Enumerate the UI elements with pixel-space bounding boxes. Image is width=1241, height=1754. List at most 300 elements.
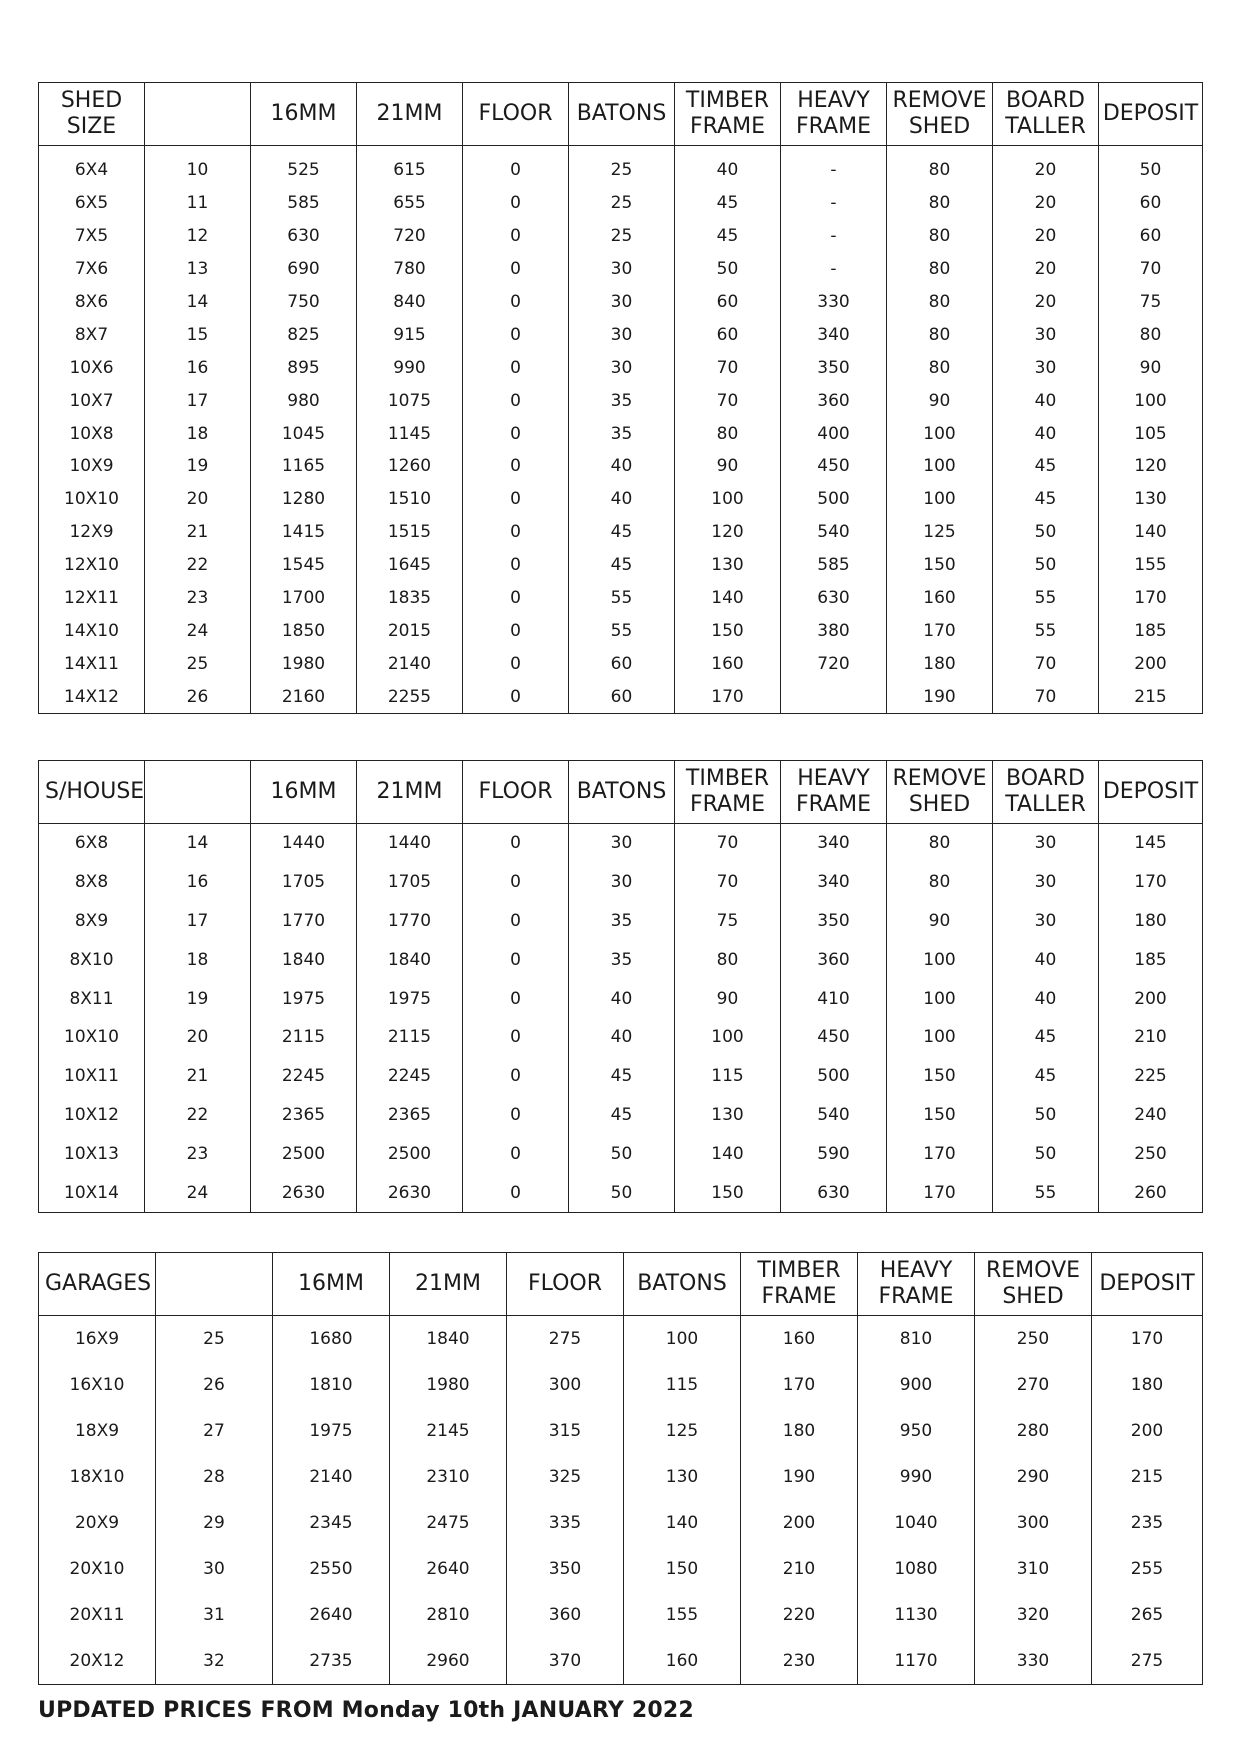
table-cell: 1045 [251,417,357,450]
garages-header-cell: DEPOSIT [1092,1253,1203,1316]
table-cell: 1975 [357,979,463,1018]
updated-prices-note: UPDATED PRICES FROM Monday 10th JANUARY 2022 [38,1698,694,1723]
table-cell: 24 [145,614,251,647]
table-cell: 12 [145,220,251,253]
table-cell: 45 [993,1057,1099,1096]
table-cell: 170 [1134,872,1167,893]
table-cell: 1705 [357,863,463,902]
summerhouses-body [39,824,1203,1213]
summerhouses-header-cell: BATONS [569,761,675,824]
table-cell: 915 [357,318,463,351]
table-cell: 0 [463,1018,569,1057]
table-cell: 0 [463,146,569,187]
table-cell: 615 [357,146,463,187]
table-cell: 0 [463,253,569,286]
table-cell: 30 [569,286,675,319]
table-cell: 60 [675,286,781,319]
table-cell: 35 [569,384,675,417]
table-cell: 150 [887,1057,993,1096]
table-cell: 35 [569,417,675,450]
table-cell: 30 [569,863,675,902]
table-row [39,351,1203,384]
table-cell: 26 [145,680,251,713]
garages-header-cell: HEAVY FRAME [858,1253,975,1316]
table-cell: 45 [993,483,1099,516]
table-row [39,1362,1203,1408]
table-cell: 20 [145,483,251,516]
table-cell: 11 [145,187,251,220]
table-row [39,187,1203,220]
table-cell: 60 [569,647,675,680]
table-cell: 0 [463,824,569,863]
table-cell: 630 [781,1173,887,1212]
sheds-header-cell [145,83,251,146]
table-cell: 0 [463,1057,569,1096]
table-row [39,614,1203,647]
table-cell: 25 [569,220,675,253]
table-cell: 0 [463,549,569,582]
table-cell: 0 [463,979,569,1018]
table-cell: 0 [463,187,569,220]
table-cell: 55 [993,614,1099,647]
table-row [39,1057,1203,1096]
table-cell: 100 [887,450,993,483]
table-cell: 1510 [357,483,463,516]
table-cell: 14X11 [39,647,145,680]
garages-header-cell: 16MM [273,1253,390,1316]
summerhouses-header-cell: BOARD TALLER [993,761,1099,824]
table-cell: 1810 [273,1362,390,1408]
summerhouses-header-cell: 21MM [357,761,463,824]
table-cell: 28 [156,1454,273,1500]
table-cell: 990 [858,1454,975,1500]
table-cell: 2160 [251,680,357,713]
table-cell: 1145 [357,417,463,450]
table-cell: 16X10 [39,1362,156,1408]
table-cell: 340 [781,863,887,902]
table-cell: 80 [887,146,993,187]
table-row [39,146,1203,187]
table-cell: 990 [357,351,463,384]
table-cell: 60 [569,680,675,713]
summerhouses-header-cell: 16MM [251,761,357,824]
table-cell: 380 [781,614,887,647]
table-cell: 500 [781,1057,887,1096]
table-cell: 980 [251,384,357,417]
table-cell: 30 [569,253,675,286]
table-cell: 895 [251,351,357,384]
table-cell: 80 [1139,324,1162,345]
table-cell: 50 [1139,160,1162,181]
table-cell: 130 [624,1454,741,1500]
table-cell: 290 [975,1454,1092,1500]
table-cell: 0 [463,351,569,384]
table-cell: 525 [251,146,357,187]
table-row [39,1316,1203,1363]
table-cell: 240 [1134,1104,1167,1125]
table-cell: 410 [781,979,887,1018]
table-cell: 6X5 [39,187,145,220]
table-row [39,286,1203,319]
garages-body [39,1316,1203,1685]
table-cell: 2640 [390,1546,507,1592]
table-cell: 0 [463,863,569,902]
table-cell: 26 [156,1362,273,1408]
table-cell: 50 [993,516,1099,549]
table-cell: 210 [741,1546,858,1592]
table-cell: 40 [569,483,675,516]
table-cell: 100 [624,1316,741,1363]
table-cell: 0 [463,1134,569,1173]
table-cell: 2550 [273,1546,390,1592]
table-cell: 270 [975,1362,1092,1408]
table-cell: 35 [569,940,675,979]
table-cell: 2960 [390,1638,507,1685]
table-cell: 20X12 [39,1638,156,1685]
table-cell: 0 [463,220,569,253]
table-cell: 2365 [251,1096,357,1135]
table-cell: 1705 [251,863,357,902]
table-cell: 130 [675,549,781,582]
table-cell: 75 [675,902,781,941]
table-cell: 40 [569,450,675,483]
table-cell: 10X14 [39,1173,145,1212]
sheds-header-cell: 16MM [251,83,357,146]
table-cell: 130 [1134,489,1167,510]
table-cell: 70 [675,384,781,417]
table-cell: 540 [781,516,887,549]
table-cell: 220 [741,1592,858,1638]
table-cell: 45 [993,450,1099,483]
table-cell: 20 [993,146,1099,187]
table-cell: 10 [145,146,251,187]
summerhouses-header-cell: HEAVY FRAME [781,761,887,824]
table-cell: 1975 [273,1408,390,1454]
table-cell: 1980 [251,647,357,680]
table-row [39,1454,1203,1500]
table-cell: 25 [569,146,675,187]
table-cell: 170 [1134,588,1167,609]
table-cell: 75 [1139,292,1162,312]
table-cell: 0 [463,647,569,680]
garages-header-cell [156,1253,273,1316]
table-cell: 10X6 [39,351,145,384]
table-cell: 40 [993,979,1099,1018]
table-cell: 10X11 [39,1057,145,1096]
summerhouses-header-cell: TIMBER FRAME [675,761,781,824]
table-row [39,979,1203,1018]
table-row [39,417,1203,450]
table-cell: 80 [887,863,993,902]
table-cell: 120 [1134,456,1167,477]
table-cell: 585 [251,187,357,220]
table-row [39,902,1203,941]
table-cell: 125 [624,1408,741,1454]
table-cell: 8X7 [39,318,145,351]
table-cell: 100 [675,483,781,516]
table-cell: 30 [569,351,675,384]
garages-header-cell: 21MM [390,1253,507,1316]
table-cell: 200 [741,1500,858,1546]
table-cell: 80 [887,286,993,319]
table-cell: 1280 [251,483,357,516]
table-cell: 90 [675,979,781,1018]
table-cell: 30 [569,824,675,863]
table-cell: 2245 [357,1057,463,1096]
table-cell: 825 [251,318,357,351]
table-cell: 16X9 [39,1316,156,1363]
table-cell: 250 [975,1316,1092,1363]
table-cell: 50 [993,1134,1099,1173]
table-cell: 0 [463,516,569,549]
table-cell: 160 [887,582,993,615]
table-cell: 25 [156,1316,273,1363]
table-cell: 1840 [357,940,463,979]
table-cell: 0 [463,1173,569,1212]
table-cell: 1835 [357,582,463,615]
table-cell: 330 [781,286,887,319]
table-row [39,1018,1203,1057]
table-cell: 2015 [357,614,463,647]
table-cell: 14X10 [39,614,145,647]
table-cell: 100 [887,1018,993,1057]
table-row [39,220,1203,253]
table-cell: 31 [156,1592,273,1638]
table-cell: 160 [675,647,781,680]
table-cell: 2365 [357,1096,463,1135]
table-cell: 12X11 [39,582,145,615]
table-cell: 90 [675,450,781,483]
table-cell [781,680,887,713]
table-cell: 19 [145,450,251,483]
table-cell: 180 [741,1408,858,1454]
table-row [39,1638,1203,1685]
table-cell: 80 [887,253,993,286]
table-cell: 10X8 [39,417,145,450]
table-cell: 2255 [357,680,463,713]
table-row [39,253,1203,286]
garages-price-table [38,1252,1203,1685]
table-cell: 70 [675,863,781,902]
table-cell: 150 [675,1173,781,1212]
summerhouses-price-table [38,760,1203,1213]
garages-header-cell: GARAGES [39,1253,156,1316]
table-cell: 500 [781,483,887,516]
sheds-header-cell: 21MM [357,83,463,146]
table-cell: 30 [993,863,1099,902]
table-cell: 40 [993,940,1099,979]
table-cell: 20X11 [39,1592,156,1638]
table-cell: 115 [675,1057,781,1096]
table-cell: 0 [463,384,569,417]
table-row [39,516,1203,549]
table-cell: - [781,187,887,220]
table-cell: 280 [975,1408,1092,1454]
table-cell: 1645 [357,549,463,582]
table-cell: 40 [569,979,675,1018]
table-cell: 45 [675,187,781,220]
table-cell: 55 [569,582,675,615]
table-cell: 24 [145,1173,251,1212]
table-cell: 15 [145,318,251,351]
table-cell: 350 [507,1546,624,1592]
table-cell: 2345 [273,1500,390,1546]
summerhouses-header-cell: S/HOUSE [39,761,145,824]
table-cell: 1840 [251,940,357,979]
table-cell: 235 [1130,1513,1164,1533]
table-cell: 10X9 [39,450,145,483]
table-cell: 20 [993,286,1099,319]
table-row [39,582,1203,615]
table-cell: 335 [507,1500,624,1546]
table-cell: 30 [993,824,1099,863]
table-cell: 32 [156,1638,273,1685]
table-cell: 90 [887,902,993,941]
table-cell: 2500 [251,1134,357,1173]
table-cell: 1075 [357,384,463,417]
table-cell: 210 [1134,1027,1167,1048]
table-cell: 16 [145,351,251,384]
table-cell: 2140 [273,1454,390,1500]
table-cell: 1170 [858,1638,975,1685]
table-cell: 70 [675,351,781,384]
table-cell: 100 [887,417,993,450]
table-cell: 0 [463,940,569,979]
table-cell: 8X10 [39,940,145,979]
table-cell: - [781,220,887,253]
table-cell: 2630 [251,1173,357,1212]
table-cell: 360 [781,940,887,979]
table-cell: 150 [887,549,993,582]
table-cell: 1040 [858,1500,975,1546]
table-cell: 690 [251,253,357,286]
table-cell: 22 [145,1096,251,1135]
table-cell: 1130 [858,1592,975,1638]
table-cell: 320 [975,1592,1092,1638]
table-cell: 150 [624,1546,741,1592]
table-cell: 230 [741,1638,858,1685]
table-cell: 14X12 [39,680,145,713]
table-cell: 10X12 [39,1096,145,1135]
table-cell: 2245 [251,1057,357,1096]
table-cell: 45 [569,549,675,582]
table-cell: 200 [1134,653,1167,674]
table-cell: 60 [1139,226,1162,247]
table-cell: 100 [887,979,993,1018]
table-cell: 50 [569,1134,675,1173]
table-cell: 80 [887,318,993,351]
table-cell: 8X8 [39,863,145,902]
table-cell: 2145 [390,1408,507,1454]
table-cell: - [781,253,887,286]
table-cell: 1515 [357,516,463,549]
table-cell: 780 [357,253,463,286]
table-cell: 1980 [390,1362,507,1408]
table-cell: 6X4 [39,146,145,187]
table-cell: 60 [675,318,781,351]
table-cell: 23 [145,1134,251,1173]
table-cell: 340 [781,318,887,351]
sheds-header-cell: REMOVE SHED [887,83,993,146]
table-cell: 0 [463,318,569,351]
table-cell: 6X8 [39,824,145,863]
table-cell: 255 [1130,1559,1164,1579]
table-cell: 360 [781,384,887,417]
table-cell: 20 [145,1018,251,1057]
table-cell: 70 [675,824,781,863]
table-cell: 2115 [251,1018,357,1057]
table-cell: 2115 [357,1018,463,1057]
table-cell: 21 [145,1057,251,1096]
table-cell: 100 [887,483,993,516]
table-cell: 60 [1139,193,1162,214]
table-cell: 185 [1134,949,1167,970]
table-cell: 12X10 [39,549,145,582]
table-row [39,450,1203,483]
table-cell: 225 [1134,1066,1167,1087]
table-cell: 70 [993,680,1099,713]
table-row [39,863,1203,902]
table-cell: 10X10 [39,483,145,516]
garages-header-cell: FLOOR [507,1253,624,1316]
table-cell: 1770 [357,902,463,941]
table-cell: 215 [1130,1467,1164,1487]
garages-header-cell: REMOVE SHED [975,1253,1092,1316]
table-cell: 8X9 [39,902,145,941]
table-cell: 450 [781,450,887,483]
table-cell: 360 [507,1592,624,1638]
table-cell: 310 [975,1546,1092,1592]
table-cell: 20 [993,220,1099,253]
table-row [39,680,1203,713]
table-cell: 80 [887,351,993,384]
table-cell: 350 [781,351,887,384]
table-cell: 25 [145,647,251,680]
table-cell: 180 [1134,910,1167,931]
table-cell: 14 [145,286,251,319]
table-cell: 30 [569,318,675,351]
table-cell: 720 [781,647,887,680]
table-cell: 720 [357,220,463,253]
table-cell: 145 [1134,833,1167,854]
table-cell: 630 [781,582,887,615]
table-cell: 45 [569,1057,675,1096]
table-cell: 1770 [251,902,357,941]
table-cell: 155 [1134,555,1167,576]
table-cell: 370 [507,1638,624,1685]
sheds-body [39,146,1203,714]
table-cell: 1975 [251,979,357,1018]
table-cell: 170 [741,1362,858,1408]
table-cell: 750 [251,286,357,319]
table-cell: 0 [463,1096,569,1135]
table-cell: 265 [1130,1605,1164,1625]
table-cell: 590 [781,1134,887,1173]
sheds-header-cell: HEAVY FRAME [781,83,887,146]
table-cell: 21 [145,516,251,549]
table-row [39,1408,1203,1454]
table-row [39,647,1203,680]
table-cell: 325 [507,1454,624,1500]
table-cell: 2735 [273,1638,390,1685]
table-cell: 160 [741,1316,858,1363]
table-cell: 50 [993,549,1099,582]
table-cell: 7X6 [39,253,145,286]
table-cell: 1545 [251,549,357,582]
table-cell: 170 [887,1134,993,1173]
table-cell: 170 [887,1173,993,1212]
table-cell: 450 [781,1018,887,1057]
